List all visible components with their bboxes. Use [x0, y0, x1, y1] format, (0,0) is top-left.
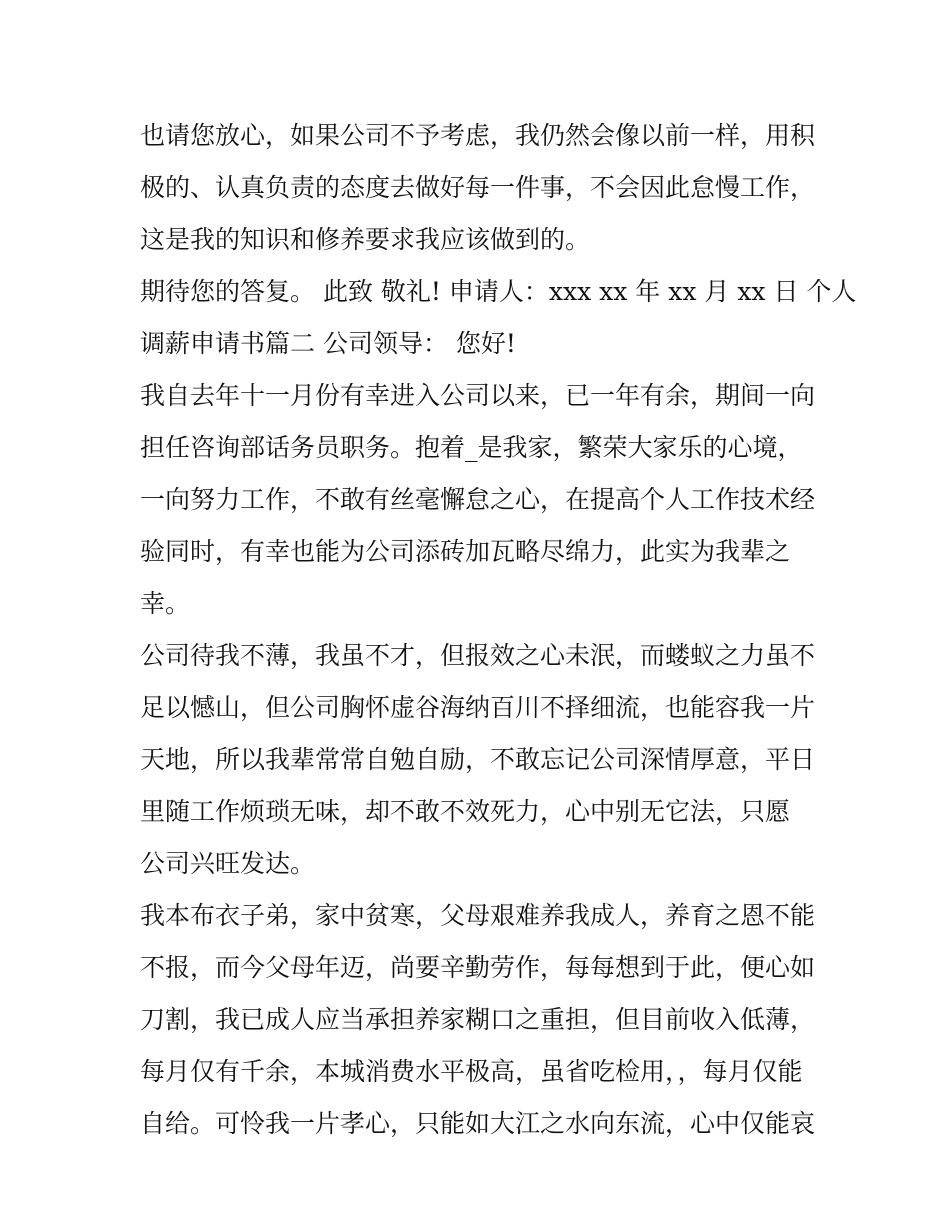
text-line: 每月仅有千余，本城消费水平极高，虽省吃检用，，每月仅能 — [140, 1057, 803, 1086]
text-line: 也请您放心，如果公司不予考虑，我仍然会像以前一样，用积 — [140, 121, 816, 150]
text-line: 天地，所以我辈常常自勉自励，不敢忘记公司深情厚意，平日 — [140, 745, 816, 774]
text-line: 担任咨询部话务员职务。抱着_是我家，繁荣大家乐的心境， — [140, 433, 803, 462]
text-line: 这是我的知识和修养要求我应该做到的。 — [140, 225, 591, 254]
text-line: 期待您的答复。 此致 敬礼! 申请人：xxx xx 年 xx 月 xx 日 个人 — [140, 277, 857, 306]
text-line: 我自去年十一月份有幸进入公司以来，已一年有余，期间一向 — [140, 381, 816, 410]
text-line: 里随工作烦琐无味，却不敢不效死力，心中别无它法，只愿 — [140, 797, 791, 826]
text-line: 我本布衣子弟，家中贫寒，父母艰难养我成人，养育之恩不能 — [140, 901, 816, 930]
document-body — [140, 110, 857, 1150]
text-line: 刀割，我已成人应当承担养家糊口之重担，但目前收入低薄， — [140, 1005, 816, 1034]
text-line: 公司兴旺发达。 — [140, 849, 316, 878]
text-line: 自给。可怜我一片孝心，只能如大江之水向东流，心中仅能哀 — [140, 1109, 816, 1138]
text-line: 不报，而今父母年迈，尚要辛勤劳作，每每想到于此，便心如 — [140, 953, 816, 982]
text-line: 足以憾山，但公司胸怀虚谷海纳百川不择细流，也能容我一片 — [140, 693, 816, 722]
text-line: 极的、认真负责的态度去做好每一件事，不会因此怠慢工作， — [140, 173, 816, 202]
text-line: 调薪申请书篇二 公司领导： 您好! — [140, 329, 516, 358]
text-line: 验同时，有幸也能为公司添砖加瓦略尽绵力，此实为我辈之 — [140, 537, 791, 566]
text-line: 幸。 — [140, 589, 191, 618]
text-line: 一向努力工作，不敢有丝毫懈怠之心，在提高个人工作技术经 — [140, 485, 816, 514]
text-line: 公司待我不薄，我虽不才，但报效之心未泯，而蝼蚁之力虽不 — [140, 641, 816, 670]
